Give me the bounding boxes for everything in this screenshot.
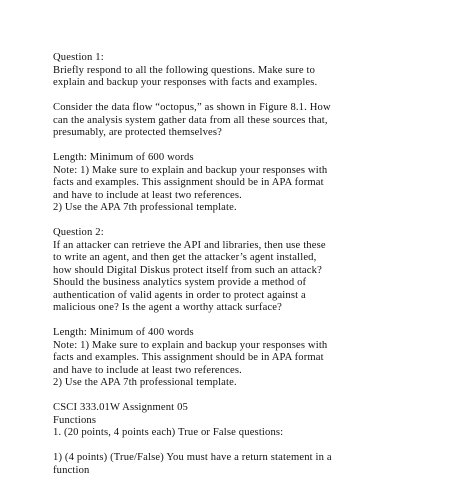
question-2-prompt-line: malicious one? Is the agent a worthy attack surface? — [53, 302, 413, 315]
question-1-heading: Question 1: — [53, 52, 413, 65]
question-2-note-line: 2) Use the APA 7th professional template. — [53, 377, 413, 390]
assignment-instructions: 1. (20 points, 4 points each) True or False questions: — [53, 427, 413, 440]
paragraph-gap — [53, 315, 413, 328]
question-2-note-line: facts and examples. This assignment should be in APA format — [53, 352, 413, 365]
question-2-length: Length: Minimum of 400 words — [53, 327, 413, 340]
paragraph-gap — [53, 440, 413, 453]
question-2-note-line: Note: 1) Make sure to explain and backup your responses with — [53, 340, 413, 353]
question-1-note-line: and have to include at least two references. — [53, 190, 413, 203]
question-1-prompt-line: Consider the data flow “octopus,” as shown in Figure 8.1. How — [53, 102, 413, 115]
question-2-prompt-line: If an attacker can retrieve the API and libraries, then use these — [53, 240, 413, 253]
question-1-intro-line: Briefly respond to all the following questions. Make sure to — [53, 65, 413, 78]
question-2-prompt-line: to write an agent, and then get the attacker’s agent installed, — [53, 252, 413, 265]
question-2-heading: Question 2: — [53, 227, 413, 240]
question-1-note-line: facts and examples. This assignment should be in APA format — [53, 177, 413, 190]
assignment-course-line: CSCI 333.01W Assignment 05 — [53, 402, 413, 415]
question-1-note-line: 2) Use the APA 7th professional template. — [53, 202, 413, 215]
question-1-intro-line: explain and backup your responses with facts and examples. — [53, 77, 413, 90]
question-1-length: Length: Minimum of 600 words — [53, 152, 413, 165]
question-1-prompt-line: can the analysis system gather data from all these sources that, — [53, 115, 413, 128]
question-2-note-line: and have to include at least two references. — [53, 365, 413, 378]
assignment-topic: Functions — [53, 415, 413, 428]
document-text — [53, 52, 413, 477]
question-1-prompt-line: presumably, are protected themselves? — [53, 127, 413, 140]
paragraph-gap — [53, 390, 413, 403]
question-1-note-line: Note: 1) Make sure to explain and backup your responses with — [53, 165, 413, 178]
assignment-item-line: 1) (4 points) (True/False) You must have a return statement in a — [53, 452, 413, 465]
question-2-prompt-line: Should the business analytics system provide a method of — [53, 277, 413, 290]
question-2-prompt-line: authentication of valid agents in order to protect against a — [53, 290, 413, 303]
paragraph-gap — [53, 90, 413, 103]
paragraph-gap — [53, 215, 413, 228]
question-2-prompt-line: how should Digital Diskus protect itself from such an attack? — [53, 265, 413, 278]
assignment-item-line: function — [53, 465, 413, 477]
paragraph-gap — [53, 140, 413, 153]
